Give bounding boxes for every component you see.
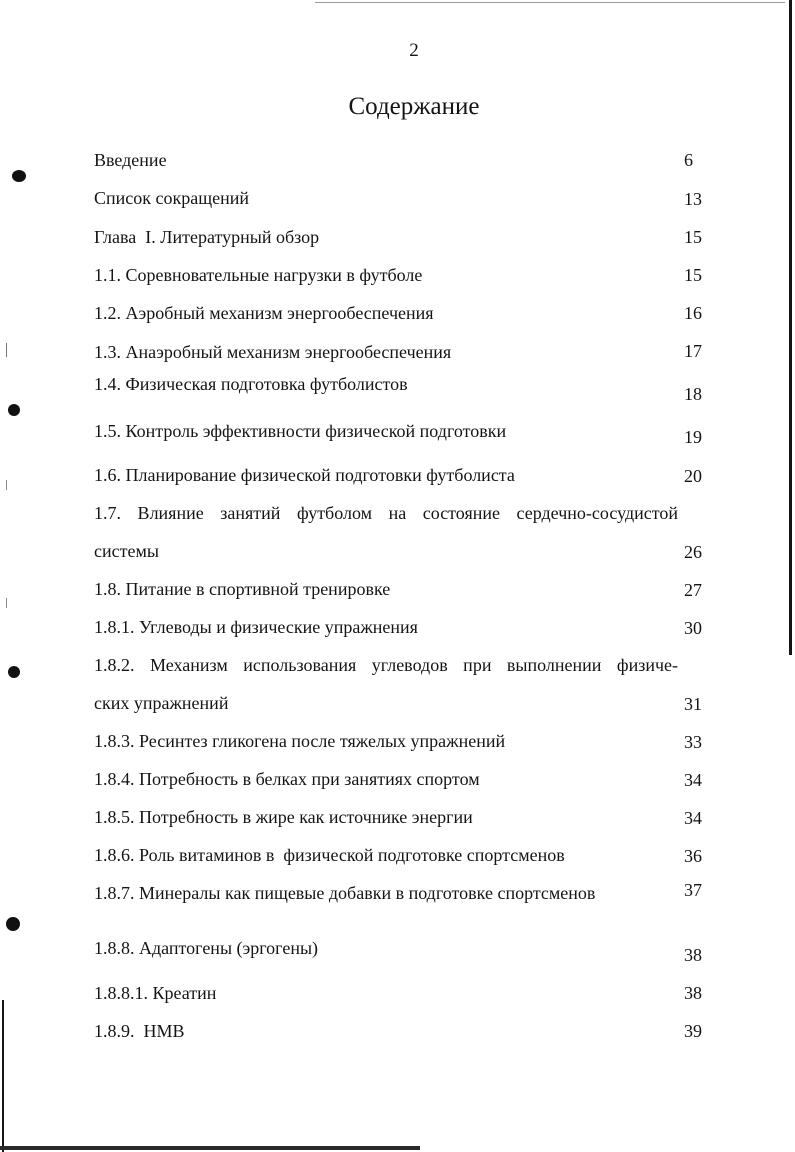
toc-entry-text: Введение — [94, 150, 167, 170]
scan-artifact-left-edge — [2, 1000, 4, 1152]
page-title: Содержание — [348, 93, 480, 120]
toc-entry-text: 1.8.2. Механизм использования углеводов при выполнении физиче- — [94, 655, 678, 675]
toc-entry-page: 39 — [684, 1021, 702, 1041]
toc-entry-text: 1.8.8. Адаптогены (эргогены) — [94, 938, 319, 958]
toc-entry-text: 1.6. Планирование физической подготовки футболиста — [94, 465, 515, 485]
toc-entry-text: 1.4. Физическая подготовка футболистов — [94, 374, 408, 394]
page-number: 2 — [409, 40, 419, 61]
toc-entry-page: 31 — [684, 694, 702, 714]
scan-artifact-blob — [8, 666, 20, 678]
toc-entry-page: 34 — [684, 770, 702, 790]
toc-entry-text: 1.1. Соревновательные нагрузки в футболе — [94, 265, 423, 285]
toc-entry-page: 6 — [684, 150, 693, 170]
toc-entry-page: 19 — [684, 427, 702, 447]
toc-entry-text: 1.8.3. Ресинтез гликогена после тяжелых упражнений — [94, 731, 506, 751]
scan-artifact-top — [315, 2, 785, 3]
toc-entry-page: 17 — [684, 341, 702, 361]
toc-entry-text: 1.3. Анаэробный механизм энергообеспечения — [94, 342, 452, 362]
toc-entry-page: 15 — [684, 265, 702, 285]
toc-entry-text-continued: системы — [94, 541, 159, 561]
toc-entry-page: 33 — [684, 732, 702, 752]
toc-entry-text: 1.8.6. Роль витаминов в физической подготовке спортсменов — [94, 845, 565, 865]
toc-entry-page: 30 — [684, 618, 702, 638]
toc-entry-text: 1.5. Контроль эффективности физической подготовки — [94, 421, 507, 441]
scan-artifact-blob — [6, 917, 20, 931]
toc-entry-page: 26 — [684, 542, 702, 562]
toc-entry-text: 1.7. Влияние занятий футболом на состояние сердечно-сосудистой — [94, 503, 678, 523]
toc-entry-page: 13 — [684, 189, 702, 209]
toc-entry-page: 38 — [684, 983, 702, 1003]
scan-artifact-bottom — [0, 1146, 420, 1150]
toc-entry-text: 1.8.5. Потребность в жире как источнике энергии — [94, 807, 473, 827]
toc-entry-text: 1.2. Аэробный механизм энергообеспечения — [94, 303, 434, 323]
toc-entry-text: 1.8. Питание в спортивной тренировке — [94, 579, 391, 599]
toc-entry-page: 38 — [684, 945, 702, 965]
toc-entry-page: 27 — [684, 580, 702, 600]
toc-entry-page: 20 — [684, 466, 702, 486]
toc-entry-page: 18 — [684, 384, 702, 404]
scan-artifact-tick — [6, 480, 7, 490]
scan-artifact-tick — [6, 598, 7, 608]
scan-artifact-blob — [8, 404, 20, 416]
scan-artifact-tick — [6, 343, 7, 357]
toc-entry-page: 34 — [684, 808, 702, 828]
toc-entry-page: 15 — [684, 227, 702, 247]
scan-artifact-blob — [12, 170, 26, 182]
toc-entry-page: 16 — [684, 303, 702, 323]
toc-entry-text: 1.8.4. Потребность в белках при занятиях спортом — [94, 769, 480, 789]
toc-entry-text-continued: ских упражнений — [94, 693, 229, 713]
toc-entry-text: Список сокращений — [94, 188, 249, 208]
toc-entry-text: 1.8.8.1. Креатин — [94, 983, 217, 1003]
toc-entry-page: 37 — [684, 880, 702, 900]
toc-entry-text: Глава I. Литературный обзор — [94, 227, 320, 247]
toc-entry-text: 1.8.9. НМВ — [94, 1021, 185, 1041]
toc-entry-page: 36 — [684, 846, 702, 866]
toc-entry-text: 1.8.1. Углеводы и физические упражнения — [94, 617, 418, 637]
toc-entry-text: 1.8.7. Минералы как пищевые добавки в подготовке спортсменов — [94, 883, 596, 903]
